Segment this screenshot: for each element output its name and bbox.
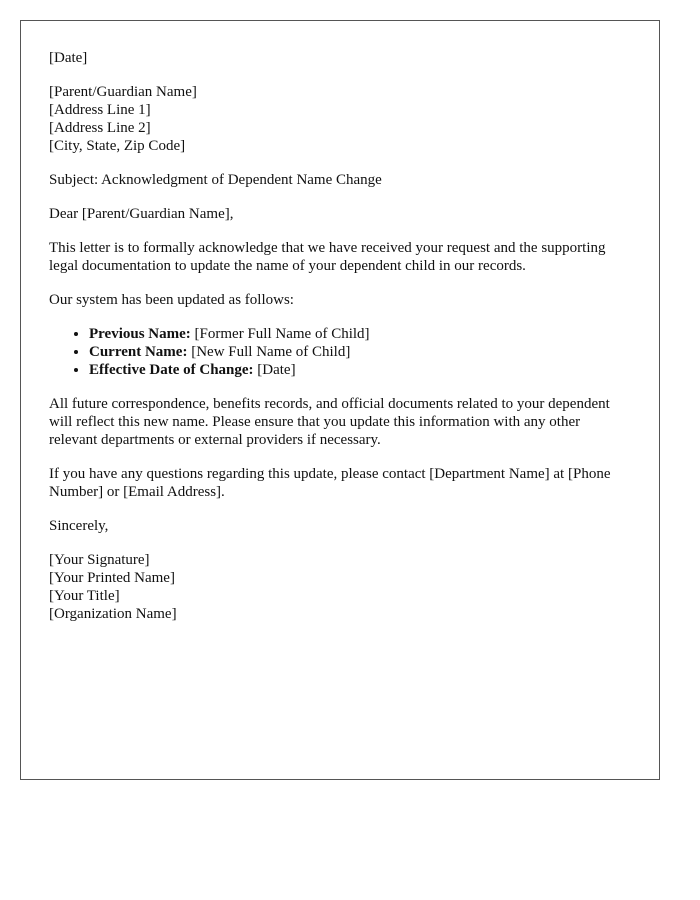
- detail-label: Previous Name:: [89, 326, 191, 342]
- detail-previous-name: [89, 325, 631, 343]
- detail-value: [Former Full Name of Child]: [194, 326, 370, 342]
- signature-placeholder: [Your Signature]: [49, 552, 150, 568]
- recipient-name: [Parent/Guardian Name]: [49, 84, 197, 100]
- organization-name: [Organization Name]: [49, 606, 177, 622]
- signer-title: [Your Title]: [49, 588, 120, 604]
- salutation: Dear [Parent/Guardian Name],: [49, 206, 234, 222]
- recipient-address: [49, 83, 631, 155]
- letter-page: [20, 20, 660, 780]
- detail-label: Effective Date of Change:: [89, 362, 254, 378]
- detail-effective-date: [89, 361, 631, 379]
- letter-date: [Date]: [49, 50, 88, 66]
- detail-value: [Date]: [257, 362, 296, 378]
- signature-block: [49, 551, 631, 623]
- detail-label: Current Name:: [89, 344, 188, 360]
- update-intro-paragraph: Our system has been updated as follows:: [49, 292, 294, 308]
- acknowledgment-paragraph: This letter is to formally acknowledge that we have received your request and the supporting legal documentation to update the name of your dependent child in our records.: [49, 240, 606, 274]
- date-block: [49, 49, 631, 67]
- address-line-2: [Address Line 2]: [49, 120, 151, 136]
- closing: Sincerely,: [49, 518, 109, 534]
- printed-name: [Your Printed Name]: [49, 570, 175, 586]
- detail-value: [New Full Name of Child]: [191, 344, 351, 360]
- future-correspondence-paragraph: All future correspondence, benefits records, and official documents related to your dependent will reflect this new name. Please ensure that you update this information with any other relevant departments or external providers if necessary.: [49, 396, 610, 448]
- city-state-zip: [City, State, Zip Code]: [49, 138, 186, 154]
- address-line-1: [Address Line 1]: [49, 102, 151, 118]
- name-change-details: [49, 325, 631, 379]
- subject-line: Subject: Acknowledgment of Dependent Name Change: [49, 172, 382, 188]
- detail-current-name: [89, 343, 631, 361]
- contact-paragraph: If you have any questions regarding this update, please contact [Department Name] at [Phone Number] or [Email Address].: [49, 466, 611, 500]
